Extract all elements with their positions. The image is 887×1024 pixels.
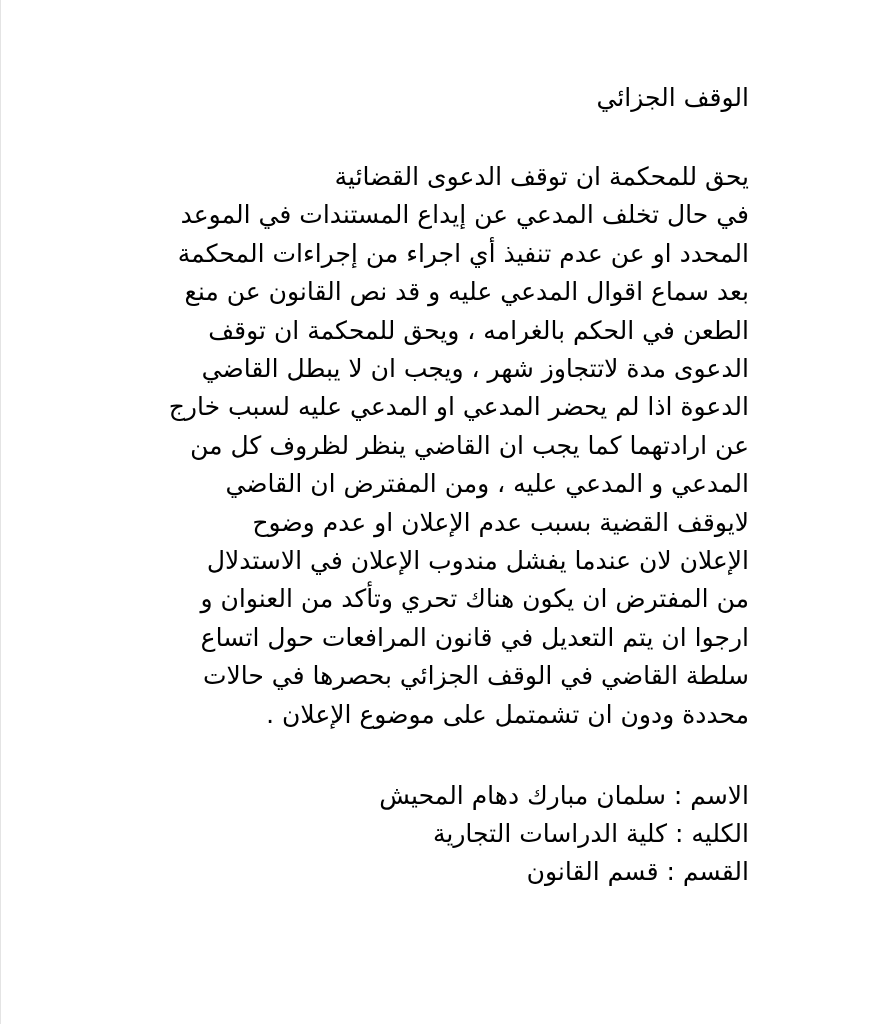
student-college: الكليه : كلية الدراسات التجارية — [432, 819, 749, 849]
paragraph-line: سلطة القاضي في الوقف الجزائي بحصرها في حالات — [202, 661, 749, 691]
student-info — [109, 777, 749, 891]
paragraph-line: الطعن في الحكم بالغرامه ، ويحق للمحكمة ان توقف — [208, 315, 749, 345]
paragraph-line: محددة ودون ان تشمتمل على موضوع الإعلان . — [266, 699, 749, 729]
body-paragraph — [109, 158, 749, 734]
document-content — [109, 78, 749, 891]
paragraph-line: المدعي و المدعي عليه ، ومن المفترض ان القاضي — [225, 469, 749, 499]
paragraph-line: من المفترض ان يكون هناك تحري وتأكد من العنوان و — [200, 584, 749, 614]
paragraph-line: عن ارادتهما كما يجب ان القاضي ينظر لظروف كل من — [190, 430, 749, 460]
student-name: الاسم : سلمان مبارك دهام المحيش — [379, 781, 749, 811]
paragraph-line: المحدد او عن عدم تنفيذ أي اجراء من إجراءات المحكمة — [177, 238, 749, 268]
paragraph-line: بعد سماع اقوال المدعي عليه و قد نص القانون عن منع — [184, 277, 749, 307]
paragraph-line: الدعوى مدة لاتتجاوز شهر ، ويجب ان لا يبطل القاضي — [201, 354, 749, 384]
paragraph-line: الدعوة اذا لم يحضر المدعي او المدعي عليه لسبب خارج — [168, 392, 749, 422]
paragraph-line: الإعلان لان عندما يفشل مندوب الإعلان في الاستدلال — [206, 546, 749, 576]
paragraph-line: لايوقف القضية بسبب عدم الإعلان او عدم وضوح — [252, 507, 749, 537]
paragraph-line: ارجوا ان يتم التعديل في قانون المرافعات حول اتساع — [200, 622, 749, 652]
document-title: الوقف الجزائي — [596, 83, 749, 112]
student-department: القسم : قسم القانون — [526, 857, 749, 887]
paragraph-line: في حال تخلف المدعي عن إيداع المستندات في الموعد — [180, 200, 749, 230]
paragraph-line: يحق للمحكمة ان توقف الدعوى القضائية — [334, 162, 749, 191]
